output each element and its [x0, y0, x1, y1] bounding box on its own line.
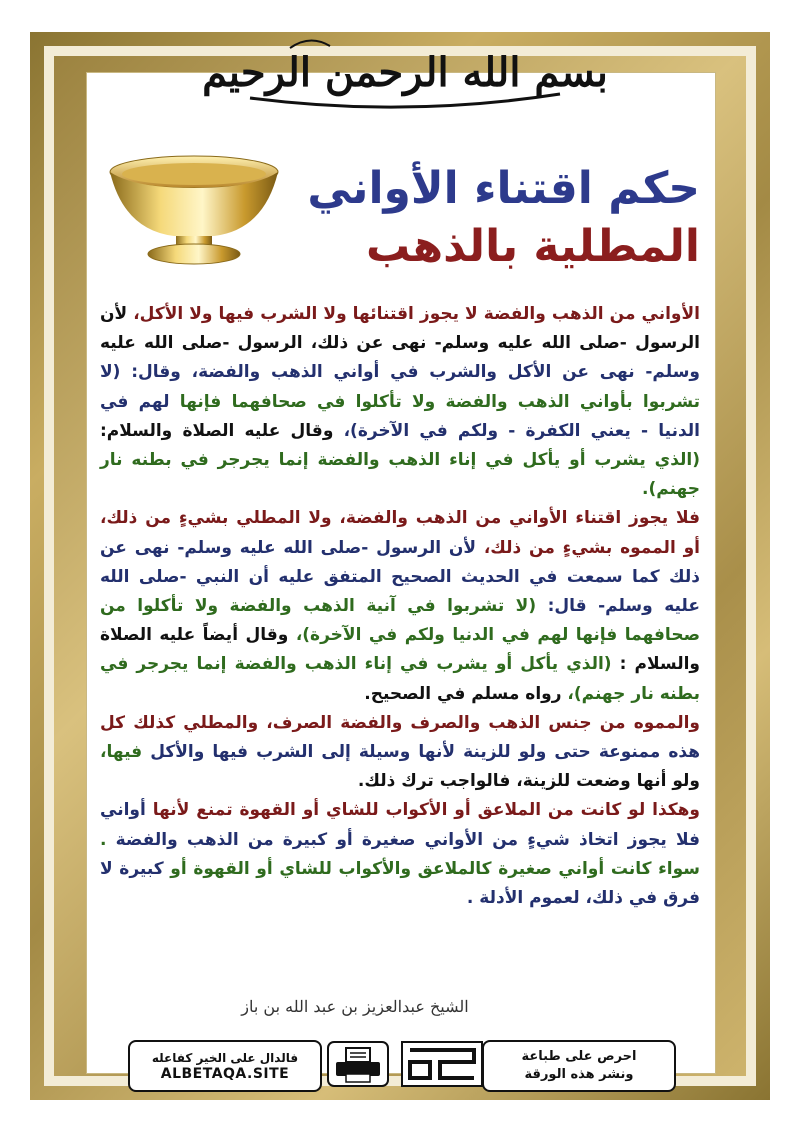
basmala-text: بسم الله الرحمن الرحيم: [202, 49, 608, 96]
body-text-segment: أواني فلا يجوز اتخاذ شيءٍ من الأواني صغيرة أو كبيرة من الذهب والفضة: [100, 800, 700, 850]
body-text-segment: وهكذا لو كانت من الملاعق أو الأكواب للشاي أو القهوة تمنع لأنها: [145, 800, 700, 821]
title-line-2: المطلية بالذهب: [366, 221, 700, 272]
footer-site-box: [128, 1040, 322, 1092]
body-text-segment: وسلم- نهى عن الأكل والشرب في أواني الذهب والفضة، وقال: (لا: [100, 362, 700, 383]
printer-icon: [326, 1040, 390, 1088]
body-paragraph: [100, 796, 700, 913]
body-text-segment: . سواء كانت أواني صغيرة كالملاعق والأكواب للشاي أو القهوة أو: [100, 829, 701, 879]
footer-site-link[interactable]: ALBETAQA.SITE: [160, 1066, 290, 1082]
body-text-segment: لهم في الدنيا - يعني الكفرة - ولكم في الآخرة)،: [100, 391, 700, 441]
body-text-segment: وقال أيضاً عليه الصلاة والسلام :: [100, 625, 700, 675]
body-text-segment: لأن الرسول -صلى الله عليه وسلم- نهى عن ذلك، الرسول -صلى الله عليه: [100, 304, 700, 354]
body-text-segment: فيها،: [100, 742, 143, 763]
article-body: [100, 300, 700, 913]
title-line-1: حكم اقتناء الأواني: [307, 163, 700, 214]
body-text-segment: (لا تشربوا في آنية الذهب والفضة ولا تأكلوا من صحافهما فإنها لهم في الدنيا ولكم في الآخرة)،: [100, 596, 700, 646]
body-paragraph: [100, 300, 700, 504]
body-text-segment: تشربوا بأواني الذهب والفضة ولا تأكلوا في صحافهما فإنها: [169, 391, 701, 412]
body-text-segment: رواه مسلم في الصحيح.: [364, 683, 562, 704]
footer-print-line-2: ونشر هذه الورقة: [524, 1067, 634, 1082]
basmala-calligraphy: [202, 28, 608, 112]
footer-print-box: [482, 1040, 676, 1092]
body-text-segment: فلا يجوز اقتناء الأواني من الذهب والفضة، ولا المطلي بشيءٍ من ذلك، أو: [100, 508, 700, 558]
body-text-segment: كبيرة لا فرق في ذلك، لعموم الأدلة .: [100, 858, 700, 909]
body-paragraph: [100, 709, 700, 797]
body-paragraph: [100, 504, 700, 708]
body-text-segment: الأواني من الذهب والفضة لا يجوز اقتنائها ولا الشرب فيها ولا الأكل،: [127, 304, 700, 324]
body-text-segment: والمموه من جنس الذهب والصرف والفضة الصرف، والمطلي كذلك كل: [100, 712, 700, 733]
footer-print-line-1: احرص على طباعة: [521, 1049, 637, 1064]
albetaqa-logo: [400, 1040, 484, 1088]
body-text-segment: هذه ممنوعة حتى ولو للزينة لأنها وسيلة إلى الشرب فيها والأكل: [142, 742, 700, 763]
footer-saying: فالدال على الخير كفاعله: [151, 1051, 299, 1065]
body-text-segment: (الذي يأكل أو يشرب في إناء الذهب والفضة إنما يجرجر في بطنه نار جهنم)،: [100, 654, 700, 704]
body-text-segment: لأن الرسول -صلى الله عليه وسلم- نهى عن ذلك كما سمعت في الحديث الصحيح المتفق عليه أن النبي -صلى الله عليه وسلم- قال:: [100, 537, 700, 617]
author-signature: الشيخ عبدالعزيز بن عبد الله بن باز: [241, 997, 469, 1016]
body-text-segment: المموه بشيءٍ من ذلك،: [476, 537, 676, 558]
footer-bar: [128, 1040, 676, 1090]
page-title: [230, 160, 700, 276]
body-text-segment: وقال عليه الصلاة والسلام:: [100, 420, 334, 441]
body-text-segment: (الذي يشرب أو يأكل في إناء الذهب والفضة إنما يجرجر في بطنه نار جهنم).: [100, 450, 700, 500]
body-text-segment: ولو أنها وضعت للزينة، فالواجب ترك ذلك.: [357, 771, 700, 792]
